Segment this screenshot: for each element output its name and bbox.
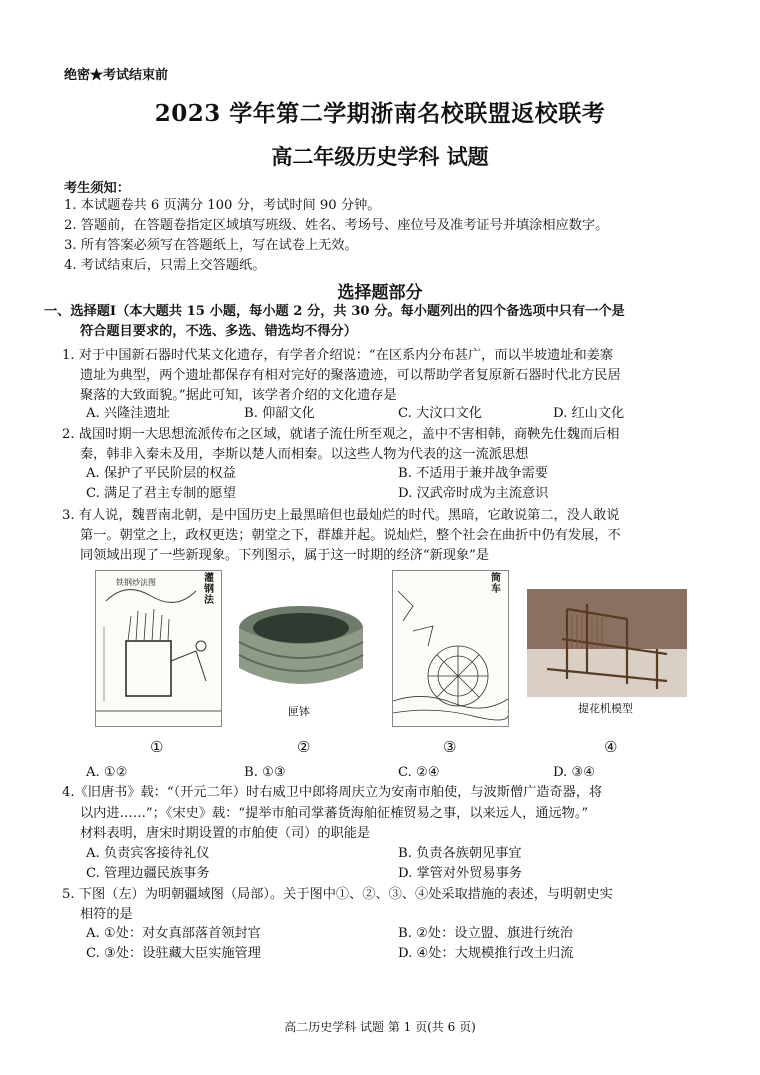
figure-sagger: [226, 590, 376, 720]
q4-option-b[interactable]: B. 负责各族朝见事宜: [398, 846, 522, 861]
q3-stem: 第一。朝堂之上，政权更迭；朝堂之下，群雄并起。说灿烂，整个社会在曲折中仍有发展，不: [80, 528, 621, 543]
q2-option-a[interactable]: A. 保护了平民阶层的权益: [86, 466, 236, 481]
q1-option-d[interactable]: D. 红山文化: [553, 406, 625, 421]
page-footer: 高二历史学科 试题 第 1 页(共 6 页): [284, 1020, 476, 1034]
part1-instruction-cont: 符合题目要求的，不选、多选、错选均不得分）: [80, 324, 357, 339]
q3-option-a[interactable]: A. ①②: [86, 765, 128, 780]
q2-option-d[interactable]: D. 汉武帝时成为主流意识: [398, 486, 549, 501]
fig1-side-caption: 铁钢炒法图: [116, 578, 156, 587]
q5-stem: 5. 下图（左）为明朝疆域图（局部）。关于图中①、②、③、④处采取措施的表述，与明朝史实: [62, 887, 613, 902]
q1-stem: 聚落的大致面貌。”据此可知，该学者介绍的文化遗存是: [80, 388, 397, 403]
q4-option-d[interactable]: D. 掌管对外贸易事务: [398, 866, 522, 881]
part1-instruction: 一、选择题Ⅰ（本大题共 15 小题，每小题 2 分，共 30 分。每小题列出的四个备选项中只有一个是: [44, 304, 625, 319]
q3-option-b[interactable]: B. ①③: [244, 765, 286, 780]
q1-stem: 遗址为典型，两个遗址都保存有相对完好的聚落遗迹，可以帮助学者复原新石器时代北方民居: [80, 368, 621, 383]
fig2-label: ②: [297, 738, 311, 756]
q4-stem: 4.《旧唐书》载：“（开元二年）时右威卫中郎将周庆立为安南市舶使，与波斯僧广造奇器，将: [62, 785, 603, 800]
q4-stem: 材料表明，唐宋时期设置的市舶使（司）的职能是: [80, 826, 371, 841]
q2-stem: 2. 战国时期一大思想流派传布之区域，就诸子流仕所至观之，盖中不害相韩，商鞅先仕魏而后相: [62, 427, 620, 442]
fig3-caption: 筒车: [491, 573, 501, 595]
q3-option-c[interactable]: C. ②④: [398, 765, 440, 780]
notice-heading: 考生须知：: [64, 181, 130, 196]
notice-item: 3. 所有答案必须写在答题纸上，写在试卷上无效。: [64, 238, 358, 253]
exam-title: 2023 学年第二学期浙南名校联盟返校联考: [154, 100, 606, 127]
fig3-label: ③: [443, 738, 457, 756]
section-title: 选择题部分: [337, 283, 423, 303]
q1-option-a[interactable]: A. 兴隆洼遗址: [86, 406, 170, 421]
confidential-label: 绝密★考试结束前: [64, 68, 169, 83]
fig4-caption: 提花机模型: [578, 702, 633, 715]
q3-stem: 3. 有人说，魏晋南北朝，是中国历史上最黑暗但也最灿烂的时代。黑暗，它敢说第二，没人敢说: [62, 508, 620, 523]
q2-option-c[interactable]: C. 满足了君主专制的愿望: [86, 486, 236, 501]
q4-stem: 以内进……”；《宋史》载：“提举市舶司掌蕃货海舶征榷贸易之事，以来远人，通远物。”: [80, 806, 589, 821]
figure-tube-wheel: [392, 570, 509, 727]
q1-stem: 1. 对于中国新石器时代某文化遗存，有学者介绍说：“在区系内分布甚广，而以半坡遗址和姜寨: [62, 348, 614, 363]
notice-item: 1. 本试题卷共 6 页满分 100 分，考试时间 90 分钟。: [64, 198, 381, 213]
notice-item: 2. 答题前，在答题卷指定区域填写班级、姓名、考场号、座位号及准考证号并填涂相应数字。: [64, 218, 609, 233]
figure-loom-model: [527, 589, 687, 697]
q5-option-d[interactable]: D. ④处：大规模推行改土归流: [398, 946, 574, 961]
q1-option-b[interactable]: B. 仰韶文化: [244, 406, 315, 421]
q5-option-c[interactable]: C. ③处：设驻藏大臣实施管理: [86, 946, 261, 961]
q5-option-b[interactable]: B. ②处：设立盟、旗进行统治: [398, 926, 573, 941]
fig1-caption: 灌钢法: [204, 573, 214, 606]
q4-option-c[interactable]: C. 管理边疆民族事务: [86, 866, 210, 881]
fig2-caption: 匣钵: [288, 705, 310, 718]
fig4-label: ④: [604, 738, 618, 756]
q2-stem: 秦，韩非入秦未及用，李斯以楚人而相秦。以这些人物为代表的这一流派思想: [80, 447, 529, 462]
q5-stem: 相符的是: [80, 907, 133, 922]
q3-stem: 同领域出现了一些新现象。下列图示，属于这一时期的经济“新现象”是: [80, 548, 490, 563]
q3-option-d[interactable]: D. ③④: [553, 765, 596, 780]
fig1-label: ①: [150, 738, 164, 756]
figure-steelmaking: [95, 570, 222, 727]
notice-item: 4. 考试结束后，只需上交答题纸。: [64, 258, 266, 273]
q4-option-a[interactable]: A. 负责宾客接待礼仪: [86, 846, 210, 861]
q1-option-c[interactable]: C. 大汶口文化: [398, 406, 482, 421]
q5-option-a[interactable]: A. ①处：对女真部落首领封官: [86, 926, 261, 941]
exam-subtitle: 高二年级历史学科 试题: [271, 144, 489, 169]
q2-option-b[interactable]: B. 不适用于兼并战争需要: [398, 466, 548, 481]
